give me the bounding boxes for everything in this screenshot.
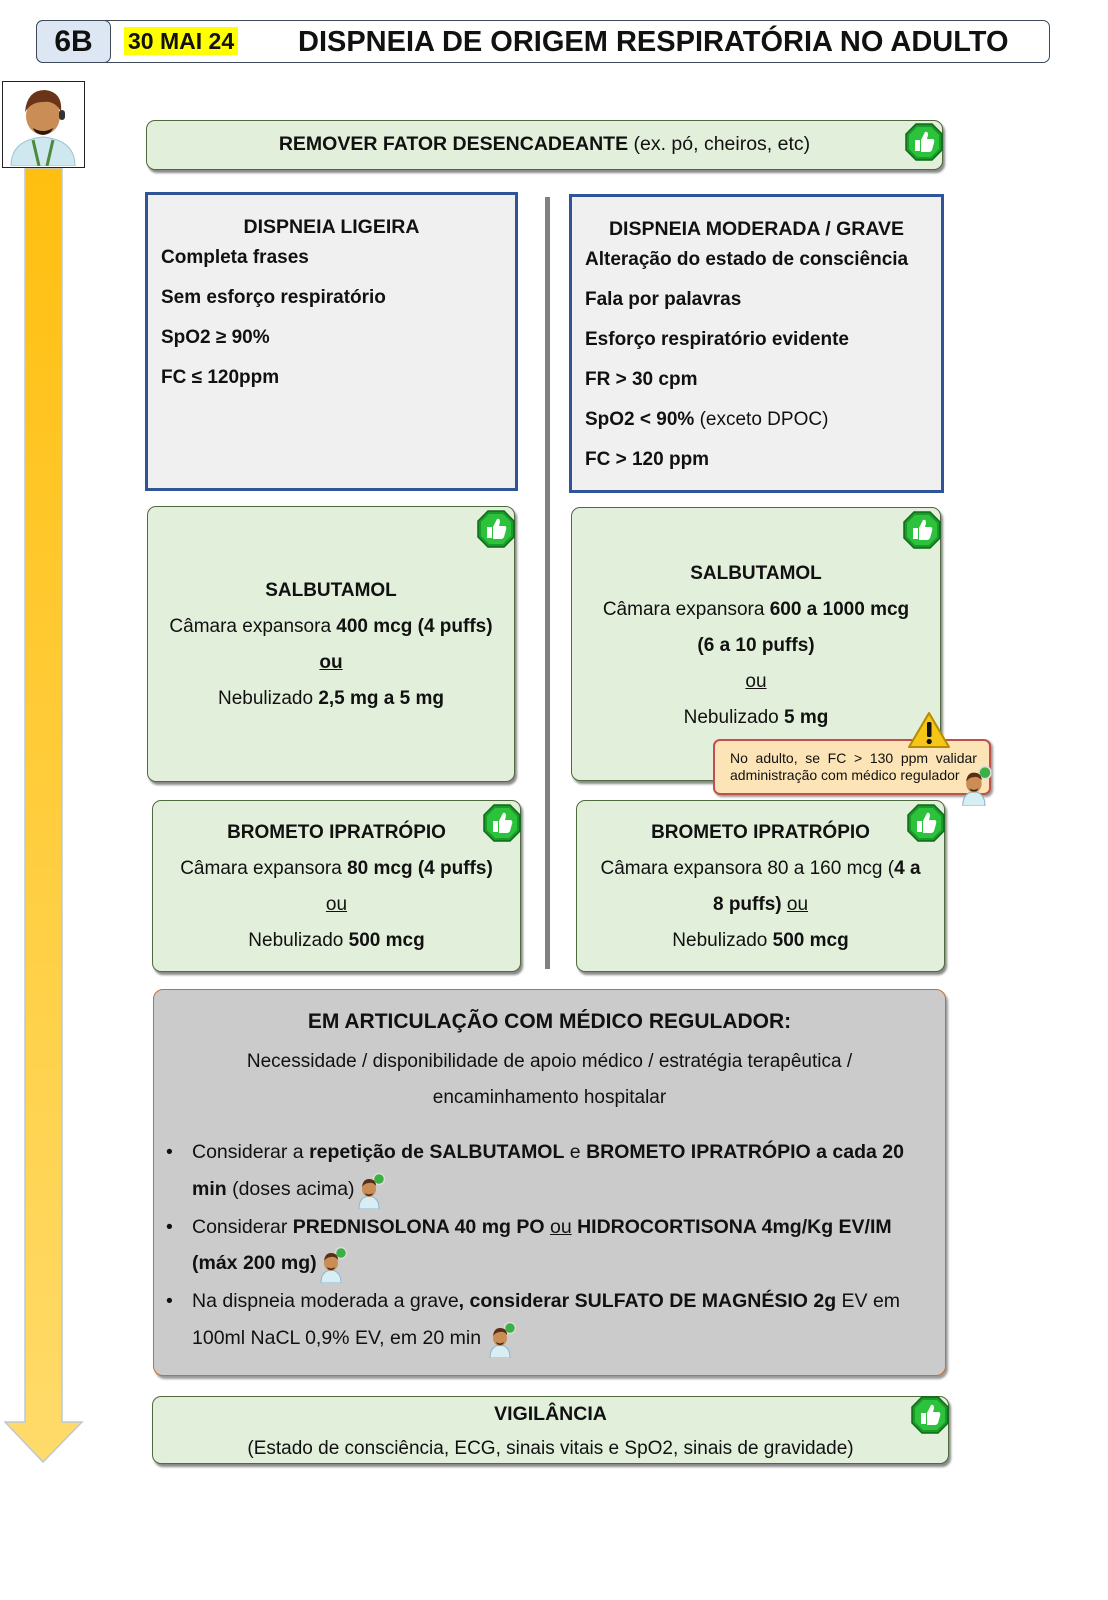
warning-line-1: No adulto, se FC > 130 ppm validar — [730, 750, 977, 766]
drug-name: SALBUTAMOL — [690, 563, 822, 584]
dose-line: Câmara expansora 80 a 160 mcg (4 a — [600, 858, 921, 879]
dose-line: 8 puffs) ou — [712, 894, 809, 915]
salbutamol-mild-box — [147, 506, 515, 782]
monitoring-box — [152, 1396, 949, 1464]
down-arrow-icon — [4, 168, 84, 1464]
list-item: • Na dispneia moderada a grave, considerar SULFATO DE MAGNÉSIO 2g EV em 100ml NaCL 0,9% EV, em 20 min — [162, 1283, 935, 1358]
medical-regulator-box — [153, 989, 946, 1376]
dose-line: Câmara expansora 80 mcg (4 puffs) — [180, 858, 493, 879]
drug-name: BROMETO IPRATRÓPIO — [227, 822, 446, 843]
ipratropium-mild-box — [152, 800, 521, 972]
thumbs-up-octagon-icon — [910, 1395, 950, 1435]
warning-triangle-icon — [907, 711, 951, 749]
criteria-item: SpO2 ≥ 90% — [161, 327, 270, 348]
dose-line: Nebulizado 2,5 mg a 5 mg — [217, 688, 444, 709]
doctor-regulator-icon — [355, 1173, 385, 1209]
operator-avatar-icon — [3, 82, 83, 166]
mild-dyspnea-criteria — [145, 192, 518, 491]
thumbs-up-octagon-icon — [482, 803, 522, 843]
dose-line: Câmara expansora 600 a 1000 mcg — [602, 599, 910, 620]
page-title: DISPNEIA DE ORIGEM RESPIRATÓRIA NO ADULTO — [298, 26, 1009, 58]
remove-trigger-text: REMOVER FATOR DESENCADEANTE (ex. pó, cheiros, etc) — [278, 133, 811, 155]
monitoring-details: (Estado de consciência, ECG, sinais vitais e SpO2, sinais de gravidade) — [247, 1438, 854, 1459]
protocol-date: 30 MAI 24 — [124, 27, 238, 55]
or-label: ou — [325, 894, 348, 915]
dose-line: Nebulizado 500 mcg — [672, 930, 849, 951]
thumbs-up-octagon-icon — [902, 510, 942, 550]
criteria-item: Sem esforço respiratório — [161, 287, 386, 308]
regulator-title: EM ARTICULAÇÃO COM MÉDICO REGULADOR: — [307, 1010, 792, 1033]
dose-line: Nebulizado 5 mg — [683, 707, 829, 728]
thumbs-up-octagon-icon — [904, 122, 944, 162]
doctor-regulator-icon — [956, 766, 994, 806]
mild-dyspnea-title: DISPNEIA LIGEIRA — [243, 216, 420, 238]
criteria-item: Alteração do estado de consciência — [585, 249, 909, 270]
monitoring-title: VIGILÂNCIA — [494, 1403, 607, 1425]
criteria-item: Completa frases — [161, 247, 309, 268]
criteria-item: FC > 120 ppm — [585, 449, 710, 470]
drug-name: SALBUTAMOL — [265, 580, 397, 601]
dose-line: Câmara expansora 400 mcg (4 puffs) — [169, 616, 493, 637]
operator-avatar — [2, 81, 85, 168]
or-label: ou — [786, 894, 809, 915]
criteria-item: Esforço respiratório evidente — [585, 329, 849, 350]
list-item: • Considerar a repetição de SALBUTAMOL e BROMETO IPRATRÓPIO a cada 20 min (doses acima) — [162, 1134, 935, 1209]
criteria-item: Fala por palavras — [585, 289, 742, 310]
criteria-item: FC ≤ 120ppm — [161, 367, 280, 388]
dose-line: Nebulizado 500 mcg — [248, 930, 425, 951]
column-divider — [545, 197, 550, 969]
ipratropium-severe-box — [576, 800, 945, 972]
severe-dyspnea-title: DISPNEIA MODERADA / GRAVE — [608, 218, 905, 240]
criteria-item: SpO2 < 90% (exceto DPOC) — [585, 409, 829, 430]
doctor-regulator-icon — [486, 1322, 516, 1358]
regulator-list — [162, 1134, 935, 1358]
severe-dyspnea-criteria — [569, 194, 944, 493]
or-label: ou — [319, 652, 343, 673]
regulator-subtitle: Necessidade / disponibilidade de apoio médico / estratégia terapêutica / encaminhamento hospitalar — [246, 1051, 853, 1108]
criteria-item: FR > 30 cpm — [585, 369, 698, 390]
warning-line-2: administração com médico regulador — [730, 767, 960, 783]
remove-trigger-box — [146, 120, 943, 170]
list-item: • Considerar PREDNISOLONA 40 mg PO ou HIDROCORTISONA 4mg/Kg EV/IM (máx 200 mg) — [162, 1209, 935, 1284]
thumbs-up-octagon-icon — [906, 803, 946, 843]
drug-name: BROMETO IPRATRÓPIO — [651, 822, 870, 843]
thumbs-up-octagon-icon — [476, 509, 516, 549]
or-label: ou — [745, 671, 767, 692]
dose-line: (6 a 10 puffs) — [697, 635, 815, 656]
protocol-code: 6B — [36, 20, 111, 63]
doctor-regulator-icon — [317, 1247, 347, 1283]
